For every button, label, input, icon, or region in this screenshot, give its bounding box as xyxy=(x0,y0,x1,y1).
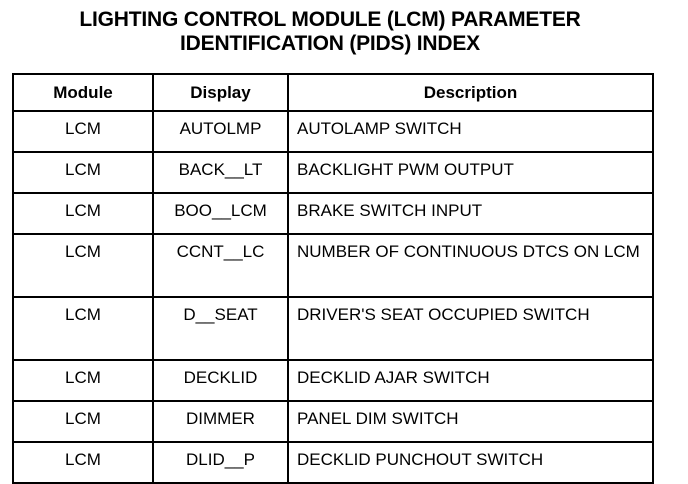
cell-display: BACK__LT xyxy=(153,152,288,193)
document-title xyxy=(0,8,660,56)
cell-display: D__SEAT xyxy=(153,297,288,360)
cell-module: LCM xyxy=(13,442,153,483)
cell-description: BACKLIGHT PWM OUTPUT xyxy=(288,152,653,193)
table-row xyxy=(13,297,653,360)
table-row xyxy=(13,193,653,234)
cell-display: CCNT__LC xyxy=(153,234,288,297)
table-row xyxy=(13,360,653,401)
table-row xyxy=(13,152,653,193)
cell-display: DIMMER xyxy=(153,401,288,442)
cell-description: DRIVER'S SEAT OCCUPIED SWITCH xyxy=(288,297,653,360)
header-module: Module xyxy=(13,74,153,111)
cell-description: BRAKE SWITCH INPUT xyxy=(288,193,653,234)
table-row xyxy=(13,234,653,297)
cell-description: AUTOLAMP SWITCH xyxy=(288,111,653,152)
cell-description: NUMBER OF CONTINUOUS DTCS ON LCM xyxy=(288,234,653,297)
table-row xyxy=(13,442,653,483)
header-display: Display xyxy=(153,74,288,111)
cell-display: DECKLID xyxy=(153,360,288,401)
cell-display: DLID__P xyxy=(153,442,288,483)
pids-table xyxy=(12,73,654,484)
table-row xyxy=(13,401,653,442)
cell-display: AUTOLMP xyxy=(153,111,288,152)
cell-description: PANEL DIM SWITCH xyxy=(288,401,653,442)
title-line-2: IDENTIFICATION (PIDS) INDEX xyxy=(180,32,480,55)
cell-module: LCM xyxy=(13,152,153,193)
table-header-row xyxy=(13,74,653,111)
cell-module: LCM xyxy=(13,193,153,234)
cell-module: LCM xyxy=(13,111,153,152)
cell-description: DECKLID PUNCHOUT SWITCH xyxy=(288,442,653,483)
title-line-1: LIGHTING CONTROL MODULE (LCM) PARAMETER xyxy=(79,8,581,31)
cell-module: LCM xyxy=(13,297,153,360)
cell-module: LCM xyxy=(13,360,153,401)
cell-module: LCM xyxy=(13,234,153,297)
cell-display: BOO__LCM xyxy=(153,193,288,234)
cell-description: DECKLID AJAR SWITCH xyxy=(288,360,653,401)
cell-module: LCM xyxy=(13,401,153,442)
table-row xyxy=(13,111,653,152)
header-description: Description xyxy=(288,74,653,111)
